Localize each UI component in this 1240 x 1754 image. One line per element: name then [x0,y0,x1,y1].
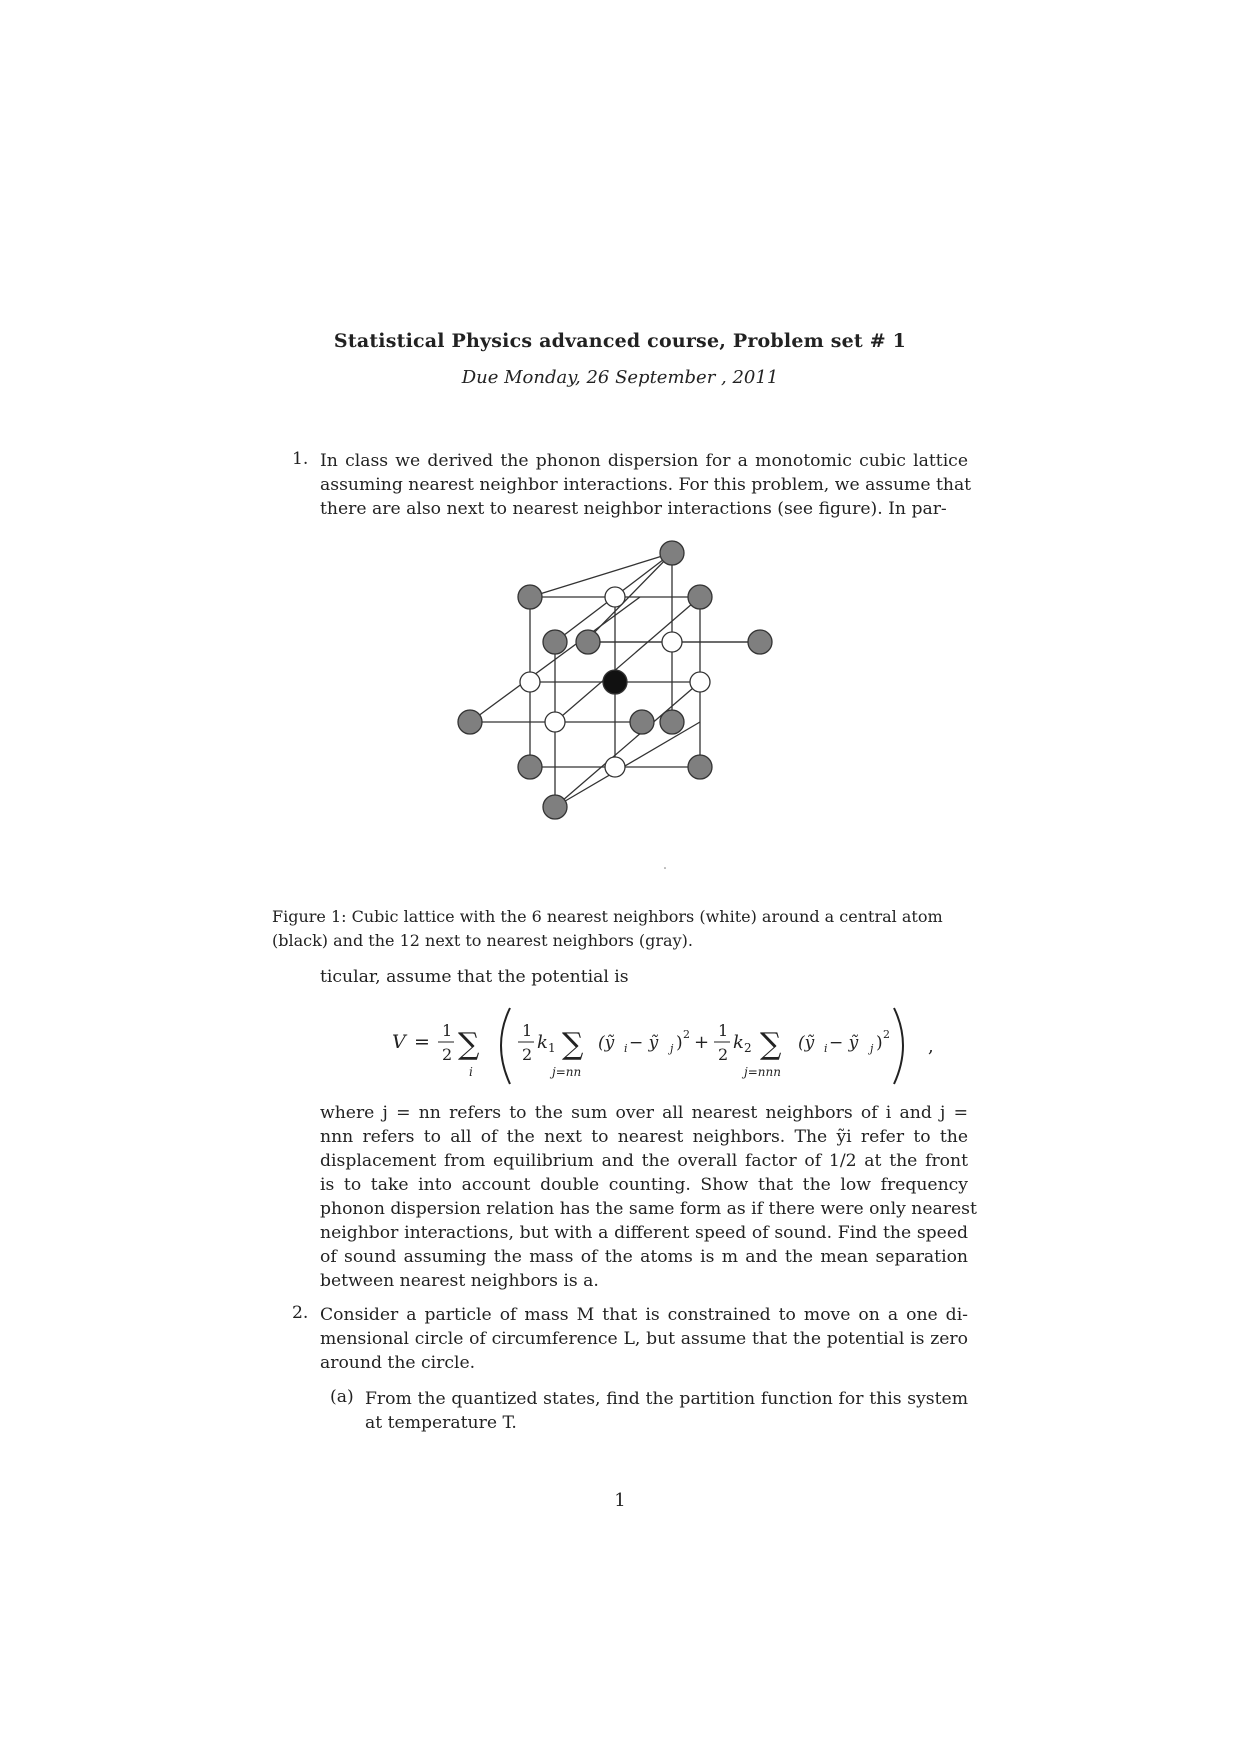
lattice-edge [555,597,700,722]
eq-comma: , [928,1036,934,1057]
next-nearest-atom [748,630,772,654]
lattice-edge [555,682,700,807]
eq-plus: + [694,1032,710,1053]
big-left-paren [501,1008,510,1084]
text-line: displacement from equilibrium and the overall factor of 1/2 at the front [320,1151,968,1171]
central-atom [603,670,627,694]
figure-caption [272,905,972,953]
next-nearest-atom [630,710,654,734]
part-a-label: (a) [330,1387,354,1407]
due-date: Due Monday, 26 September , 2011 [461,367,779,388]
nearest-atom [605,587,625,607]
text-line: at temperature T. [365,1413,517,1433]
problem-1-continuation [320,965,968,989]
nn-index: j=nn [552,1065,582,1079]
k2-sub: 2 [744,1041,752,1055]
nearest-atom [690,672,710,692]
caption-line: (black) and the 12 next to nearest neighbors (gray). [272,931,693,950]
next-nearest-atom [458,710,482,734]
text-line: mensional circle of circumference L, but assume that the potential is zero [320,1329,968,1349]
problem-1-body [320,1101,977,1293]
big-right-paren [894,1008,903,1084]
term-minus: − ỹ [629,1033,659,1053]
sum-sign: ∑ [458,1027,480,1062]
text-line: there are also next to nearest neighbor interactions (see figure). In par- [320,499,947,519]
sum-sign-nn: ∑ [562,1027,584,1062]
figure-speck [664,867,666,869]
term2-i: i [824,1042,828,1055]
nearest-atom [545,712,565,732]
text-line: nnn refers to all of the next to nearest neighbors. The ỹi refer to the [320,1127,968,1147]
eq-half-num-2: 1 [522,1021,533,1040]
next-nearest-atom [518,585,542,609]
term-j: j [670,1042,674,1055]
page-number: 1 [614,1490,626,1511]
eq-half-den: 2 [442,1045,453,1064]
k1: k [537,1032,548,1053]
page-title: Statistical Physics advanced course, Problem set # 1 [333,330,907,352]
k2: k [733,1032,744,1053]
text-line: assuming nearest neighbor interactions. For this problem, we assume that [320,475,972,495]
eq-equals: = [414,1031,430,1053]
text-line: of sound assuming the mass of the atoms is m and the mean separation [320,1247,968,1267]
problem-1-number: 1. [292,449,309,469]
next-nearest-atom [688,585,712,609]
next-nearest-atom [660,541,684,565]
text-line: neighbor interactions, but with a different speed of sound. Find the speed [320,1223,968,1243]
potential-equation [380,1000,940,1090]
eq-half-den-3: 2 [718,1045,729,1064]
next-nearest-atom [660,710,684,734]
next-nearest-atom [543,630,567,654]
eq-half-num-3: 1 [718,1021,729,1040]
nnn-index: j=nnn [744,1065,781,1079]
text-line: is to take into account double counting. Show that the low frequency [320,1175,968,1195]
term-open: (ỹ [598,1033,615,1053]
part-a-text [365,1387,968,1435]
lattice-edge [555,722,700,807]
term-close: ) [676,1033,683,1053]
nearest-atom [520,672,540,692]
text-line: around the circle. [320,1353,476,1373]
term-sq: 2 [683,1028,690,1041]
text-line: phonon dispersion relation has the same form as if there were only nearest [320,1199,977,1219]
next-nearest-atom [543,795,567,819]
sum-sign-nnn: ∑ [760,1027,782,1062]
term2-sq: 2 [883,1028,890,1041]
next-nearest-atom [576,630,600,654]
text-line: ticular, assume that the potential is [320,967,629,987]
next-nearest-atom [688,755,712,779]
eq-lhs: V [392,1031,406,1053]
text-line: In class we derived the phonon dispersion for a monotomic cubic lattice [320,451,968,471]
problem-2-text [320,1303,968,1375]
nearest-atom [605,757,625,777]
sum-index-i: i [469,1065,473,1079]
k1-sub: 1 [548,1041,556,1055]
eq-half-den-2: 2 [522,1045,533,1064]
next-nearest-atom [518,755,542,779]
term2-open: (ỹ [798,1033,815,1053]
problem-2-number: 2. [292,1303,309,1323]
text-line: From the quantized states, find the partition function for this system [365,1389,968,1409]
text-line: Consider a particle of mass M that is constrained to move on a one di- [320,1305,968,1325]
term2-minus: − ỹ [829,1033,859,1053]
text-line: where j = nn refers to the sum over all nearest neighbors of i and j = [320,1103,968,1123]
text-line: between nearest neighbors is a. [320,1271,599,1291]
nearest-atom [662,632,682,652]
term2-j: j [870,1042,874,1055]
caption-line: Figure 1: Cubic lattice with the 6 nearest neighbors (white) around a central atom [272,907,943,926]
term-i: i [624,1042,628,1055]
atoms [458,541,772,819]
term2-close: ) [876,1033,883,1053]
eq-half-num: 1 [442,1021,453,1040]
